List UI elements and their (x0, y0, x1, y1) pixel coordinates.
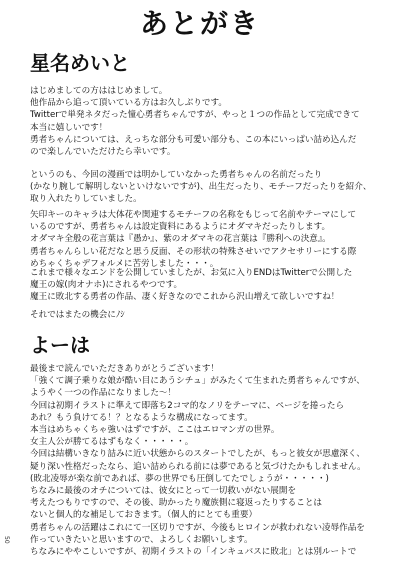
paragraph (30, 546, 390, 558)
text-line: 他作品から追って頂いている方はお久しぶりです。 (30, 98, 227, 109)
text-line: 最後まで読んでいただきありがとうございます！ (30, 364, 220, 374)
text-line: 疑り深い性格だったなら、追い詰められる前には夢であると気づけたかもしれません。 (30, 461, 366, 472)
text-line: めちゃくちゃデフォルメに苦労しました・・・。 (30, 258, 219, 269)
text-line: ので楽しんでいただけたら幸いです。 (30, 147, 176, 158)
section-heading-yoha: よーは (30, 333, 90, 357)
text-line: 勇者ちゃんの活躍はこれにて一区切りですが、今後もヒロインが救われない凌辱作品を (30, 522, 365, 533)
text-line: ないと個人的な補足しておきます。（個人的にとても重要） (30, 510, 258, 521)
text-line: 勇者ちゃんらしい花だなと思う反面、その形状の特殊させいでアクセサリーにする際 (30, 246, 357, 257)
paragraph (30, 169, 390, 206)
text-line: それではまたの機会にﾉｼ (30, 310, 125, 320)
text-line: (かなり腕して解明しないといけないですが)、出生だったり、モチーフだったりを紹介、 (30, 182, 372, 193)
text-line: というのも、今回の漫画では明かしていなかった勇者ちゃんの名前だったり (30, 170, 323, 180)
text-line: 矢印キーのキャラは大体花や関連するモチーフの名称をもじって名前やテーマにして (30, 210, 357, 220)
text-line: 本当はめちゃくちゃ強いはずですが、ここはエロマンガの世界。 (30, 425, 280, 436)
text-line: 女主人公が勝てるはずもなく・・・・・。 (30, 437, 194, 448)
text-line: 魔王の嫁(肉オナホ)にされるやつです。 (30, 280, 183, 291)
text-line: 取り入れたりしていました。 (30, 194, 142, 205)
text-line: これまで様々なエンドを公開していましたが、お気に入りENDはTwitterで公開した (30, 268, 353, 278)
text-line: ちなみにややこしいですが、初期イラストの「インキュバスに敗北」とは別ルートで (30, 547, 357, 557)
text-line: (敗北凌辱が楽な前であれば、夢の世界でも圧倒してたでしょうが・・・・・) (30, 473, 329, 484)
text-line: Twitterで単発ネタだった憧心勇者ちゃんですが、やっと１つの作品として完成できて (30, 110, 360, 121)
paragraph (30, 209, 390, 270)
paragraph (30, 267, 390, 304)
text-line: 今回は結構いきなり詰みに近い状態からのスタートでしたが、もっと彼女が思慮深く、 (30, 449, 365, 460)
text-line: オダマキ全般の花言葉は『愚か』、紫のオダマキの花言葉は『勝利への決意』。 (30, 234, 331, 245)
text-line: はじめましての方ははじめまして。 (30, 86, 168, 96)
section-heading-meito: 星名めいと (30, 51, 130, 75)
text-line: ちなみに最後のオチについては、彼女にとって一切救いがない展開を (30, 486, 297, 497)
text-line: ようやく一つの作品になりました～！ (30, 388, 177, 399)
text-line: いるのですが、勇者ちゃんは設定資料にあるようにオダマキだったりします。 (30, 222, 331, 233)
text-line: 本当に嬉しいです！ (30, 122, 108, 133)
page-number: 50 (3, 536, 10, 544)
page-title: あとがき (139, 7, 260, 40)
paragraph (30, 309, 390, 321)
text-line: 勇者ちゃんについては、えっちな部分も可愛い部分も、この本にいっぱい詰め込んだ (30, 134, 357, 145)
text-line: 魔王に敗北する勇者の作品、凄く好きなのでこれから沢山増えて欲しいですね！ (30, 292, 340, 303)
text-line: 今回は初期イラストに準えて即落ち2コマ的なノリをテーマに、ページを捲ったら (30, 400, 345, 411)
paragraph (30, 85, 390, 158)
text-line: 考えたつもりですので、その後、助かったり魔族側に寝返ったりすることは (30, 498, 323, 509)
text-line: 「強くて調子乗りな娘が酷い目にあうシチュ」がみたくて生まれた勇者ちゃんですが、 (30, 376, 365, 387)
paragraph (30, 363, 390, 546)
text-line: 作っていきたいと思いますので、よろしくお願いします。 (30, 534, 253, 545)
text-line: あれ？もう負けてる！？となるような構成になってます。 (30, 412, 253, 423)
